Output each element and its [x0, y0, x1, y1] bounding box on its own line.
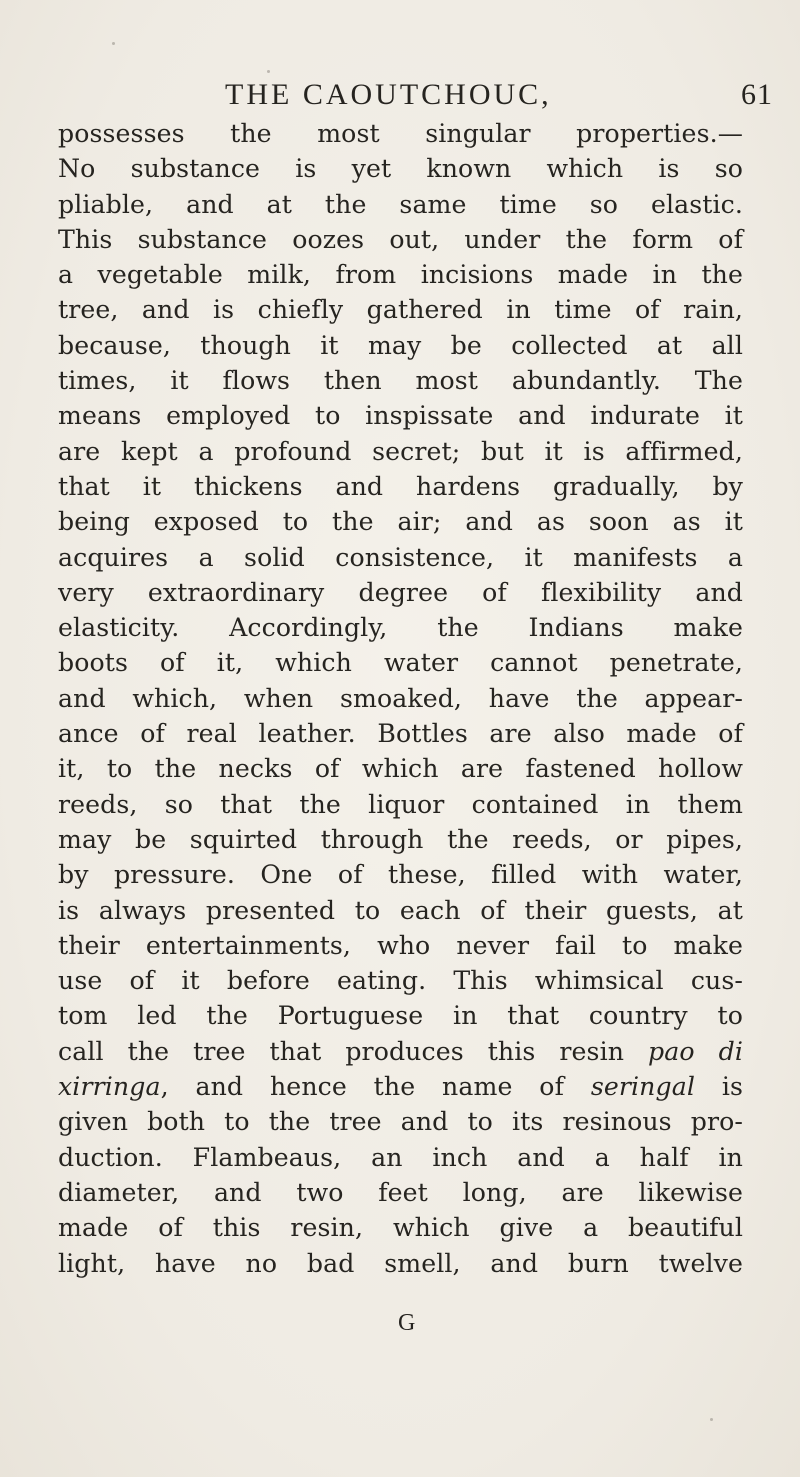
- text-line: means employed to inspissate and indurate it: [58, 401, 743, 431]
- text-line-with-italic: [58, 1034, 743, 1069]
- text-line: possesses the most singular properties.—: [58, 119, 743, 148]
- text-line: duction. Flambeaus, an inch and a half in: [58, 1142, 743, 1172]
- text-line: elasticity. Accordingly, the Indians make: [58, 613, 743, 643]
- text-line: tom led the Portuguese in that country to: [58, 1001, 743, 1031]
- text-line: being exposed to the air; and as soon as it: [58, 507, 743, 537]
- paper-speck: [267, 70, 270, 73]
- text-segment: call the tree that produces this resin: [58, 1036, 625, 1066]
- text-line: This substance oozes out, under the form of: [58, 224, 743, 254]
- italic-term: xirringa: [58, 1072, 161, 1102]
- text-line: pliable, and at the same time so elastic.: [58, 189, 743, 219]
- text-line: may be squirted through the reeds, or pipes,: [58, 824, 743, 854]
- text-line: given both to the tree and to its resinous pro-: [58, 1107, 743, 1137]
- italic-term: seringal: [590, 1072, 695, 1102]
- text-line: that it thickens and hardens gradually, by: [58, 471, 743, 501]
- text-line: boots of it, which water cannot penetrate,: [58, 648, 743, 678]
- text-line: very extraordinary degree of flexibility and: [58, 577, 743, 607]
- text-line: their entertainments, who never fail to make: [58, 930, 743, 960]
- text-line: because, though it may be collected at all: [58, 330, 743, 360]
- running-title: THE CAOUTCHOUC,: [225, 78, 552, 111]
- body-text: [58, 116, 743, 1281]
- italic-term: pao di: [648, 1036, 744, 1066]
- text-line: diameter, and two feet long, are likewise: [58, 1177, 743, 1207]
- page-number: 61: [741, 78, 773, 111]
- text-line: reeds, so that the liquor contained in them: [58, 789, 743, 819]
- text-line: use of it before eating. This whimsical cus-: [58, 966, 743, 996]
- text-line-with-italic: [58, 1069, 743, 1104]
- text-line: is always presented to each of their guests, at: [58, 895, 743, 925]
- text-line: ance of real leather. Bottles are also made of: [58, 719, 743, 749]
- page-header: [225, 78, 773, 118]
- text-line: a vegetable milk, from incisions made in the: [58, 260, 743, 290]
- text-line: and which, when smoaked, have the appear-: [58, 683, 743, 713]
- text-line: are kept a profound secret; but it is affirmed,: [58, 436, 743, 466]
- text-line: light, have no bad smell, and burn twelve: [58, 1248, 743, 1278]
- text-line: times, it flows then most abundantly. The: [58, 366, 743, 396]
- text-segment: , and hence the name of: [160, 1072, 564, 1102]
- text-line: it, to the necks of which are fastened hollow: [58, 754, 743, 784]
- signature-mark: G: [398, 1310, 416, 1336]
- text-line: acquires a solid consistence, it manifests a: [58, 542, 743, 572]
- paper-speck: [112, 42, 115, 45]
- paper-speck: [710, 1418, 713, 1421]
- text-line: by pressure. One of these, filled with water,: [58, 860, 743, 890]
- text-line: tree, and is chiefly gathered in time of rain,: [58, 295, 743, 325]
- text-line: No substance is yet known which is so: [58, 154, 743, 184]
- text-line: made of this resin, which give a beautiful: [58, 1213, 743, 1243]
- text-segment: is: [721, 1072, 743, 1102]
